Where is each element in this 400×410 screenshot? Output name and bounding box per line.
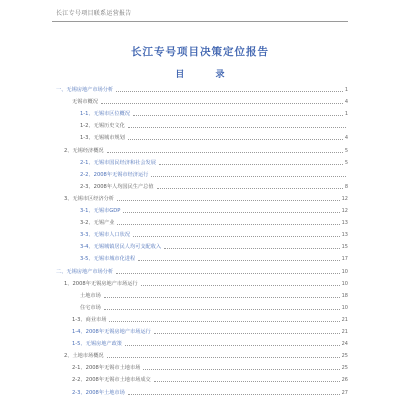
toc-entry-label: 2-2、2008年无锡市经济运行 — [80, 171, 149, 178]
toc-page-number: 25 — [341, 365, 348, 372]
toc-entry-label: 一、无锡房地产市场分析 — [56, 87, 114, 93]
toc-dot-leader — [154, 333, 340, 334]
toc-entry-label: 无锡市概况 — [72, 99, 98, 106]
toc-dot-leader — [116, 273, 340, 274]
toc-entry[interactable] — [80, 231, 348, 238]
toc-entry-label: 3-2、无锡产业 — [80, 220, 115, 227]
toc-page-number: 13 — [341, 220, 348, 227]
toc-entry-label: 土地市场 — [80, 292, 101, 299]
header-divider — [52, 21, 348, 22]
toc-entry-label: 1-1、无锡市区位概况 — [80, 111, 130, 118]
toc-page-number: 12 — [341, 208, 348, 214]
toc-dot-leader — [128, 127, 346, 128]
toc-dot-leader — [123, 212, 339, 213]
toc-dot-leader — [128, 394, 340, 395]
toc-page-number: 26 — [341, 377, 348, 384]
toc-page-number: 8 — [344, 183, 348, 190]
toc-entry[interactable] — [80, 134, 348, 141]
toc-dot-leader — [138, 260, 339, 261]
toc-entry-label: 2-2、2008年无锡市土地市场成交 — [72, 377, 151, 384]
toc-entry[interactable] — [80, 110, 348, 117]
toc-entry[interactable] — [80, 207, 348, 214]
toc-entry[interactable] — [72, 98, 348, 105]
toc-dot-leader — [157, 188, 343, 189]
toc-page-number: 27 — [341, 389, 348, 396]
toc-page-number: 4 — [344, 135, 348, 142]
toc-dot-leader — [116, 91, 343, 92]
toc-page-number: 12 — [341, 195, 348, 202]
toc-entry[interactable] — [80, 122, 348, 129]
toc-entry[interactable] — [64, 195, 348, 202]
toc-page-number: 25 — [341, 353, 348, 360]
toc-dot-leader — [151, 176, 346, 177]
toc-entry-label: 2、土地市场概况 — [64, 353, 104, 360]
toc-dot-leader — [154, 381, 340, 382]
toc-page-number: 5 — [344, 147, 348, 154]
toc-entry-label: 1-2、无锡历史文化 — [80, 123, 125, 130]
toc-entry-label: 1-3、商业市场 — [72, 316, 107, 323]
toc-dot-leader — [107, 152, 343, 153]
toc-entry[interactable] — [72, 328, 348, 335]
toc-page-number: 10 — [341, 268, 348, 275]
toc-entry-label: 1-4、2008年无锡房地产市场运行 — [72, 329, 151, 335]
toc-dot-leader — [164, 248, 340, 249]
toc-entry-label: 3-5、无锡市城市化进程 — [80, 256, 136, 263]
toc-entry[interactable] — [80, 292, 348, 299]
toc-entry[interactable] — [72, 340, 348, 347]
toc-entry-label: 3-1、无锡市GDP — [80, 208, 121, 214]
toc-dot-leader — [141, 285, 340, 286]
toc-entry[interactable] — [80, 159, 348, 166]
toc-entry-label: 3-4、无锡城镇居民人均可支配收入 — [80, 244, 162, 251]
toc-dot-leader — [101, 103, 343, 104]
toc-entry-label: 1-5、无锡房地产政策 — [72, 341, 122, 348]
document-title: 长江专号项目决策定位报告 — [131, 46, 269, 58]
toc-dot-leader — [117, 224, 339, 225]
toc-dot-leader — [159, 164, 343, 165]
toc-dot-leader — [107, 357, 340, 358]
toc-entry-label: 2、无锡经济概况 — [64, 147, 104, 154]
toc-page-number: 1 — [344, 111, 348, 118]
toc-dot-leader — [104, 297, 340, 298]
toc-entry-label: 3、无锡市区经济分析 — [64, 195, 114, 202]
toc-entry-label: 1-3、无锡城市规划 — [80, 135, 125, 142]
toc-entry-label: 2-1、无锡市国民经济和社会发展 — [80, 159, 156, 166]
toc-entry[interactable] — [72, 376, 348, 383]
toc-dot-leader — [125, 345, 340, 346]
toc-entry-label: 2-3、2008年人均国民生产总值 — [80, 183, 154, 190]
toc-page-number: 1 — [344, 87, 348, 93]
toc-entry-label: 2-1、2008年无锡市土地市场 — [72, 365, 141, 372]
toc-dot-leader — [143, 369, 339, 370]
toc-page-number: 10 — [341, 304, 348, 311]
toc-entry[interactable] — [56, 268, 348, 275]
toc-page-number: 13 — [341, 232, 348, 239]
toc-dot-leader — [133, 115, 343, 116]
toc-page-number: 21 — [341, 329, 348, 335]
toc-entry[interactable] — [72, 364, 348, 371]
running-header: 长江专号项目联系运营报告 — [56, 10, 132, 17]
toc-dot-leader — [117, 200, 340, 201]
toc-entry-label: 二、无锡房地产市场分析 — [56, 268, 114, 275]
toc-entry-label: 住宅市场 — [80, 304, 101, 311]
toc-page-number: 24 — [341, 341, 348, 348]
toc-page-number: 18 — [341, 292, 348, 299]
toc-entry[interactable] — [80, 183, 348, 190]
toc-entry[interactable] — [56, 86, 348, 93]
toc-entry[interactable] — [80, 171, 348, 178]
toc-page-number: 15 — [341, 244, 348, 251]
toc-entry[interactable] — [80, 219, 348, 226]
toc-dot-leader — [104, 309, 340, 310]
toc-entry[interactable] — [64, 280, 348, 287]
toc-entry[interactable] — [72, 316, 348, 323]
toc-entry-label: 2-3、2008年土地市场 — [72, 389, 125, 396]
toc-entry-label: 3-3、无锡市人口状况 — [80, 232, 130, 239]
toc-entry-label: 1、2008年无锡房地产市场运行 — [64, 280, 138, 287]
toc-heading: 目 录 — [175, 70, 225, 80]
toc-entry[interactable] — [64, 147, 348, 154]
toc-dot-leader — [133, 236, 340, 237]
toc-page-number: 17 — [341, 256, 348, 263]
toc-entry[interactable] — [72, 389, 348, 396]
toc-entry[interactable] — [80, 243, 348, 250]
toc-page-number: 5 — [344, 159, 348, 166]
toc-entry[interactable] — [80, 255, 348, 262]
toc-entry[interactable] — [80, 304, 348, 311]
toc-entry[interactable] — [64, 352, 348, 359]
toc-dot-leader — [109, 321, 339, 322]
toc-page-number: 10 — [341, 280, 348, 287]
toc-dot-leader — [128, 139, 343, 140]
toc-page-number: 4 — [344, 99, 348, 106]
toc-page-number: 21 — [341, 316, 348, 323]
